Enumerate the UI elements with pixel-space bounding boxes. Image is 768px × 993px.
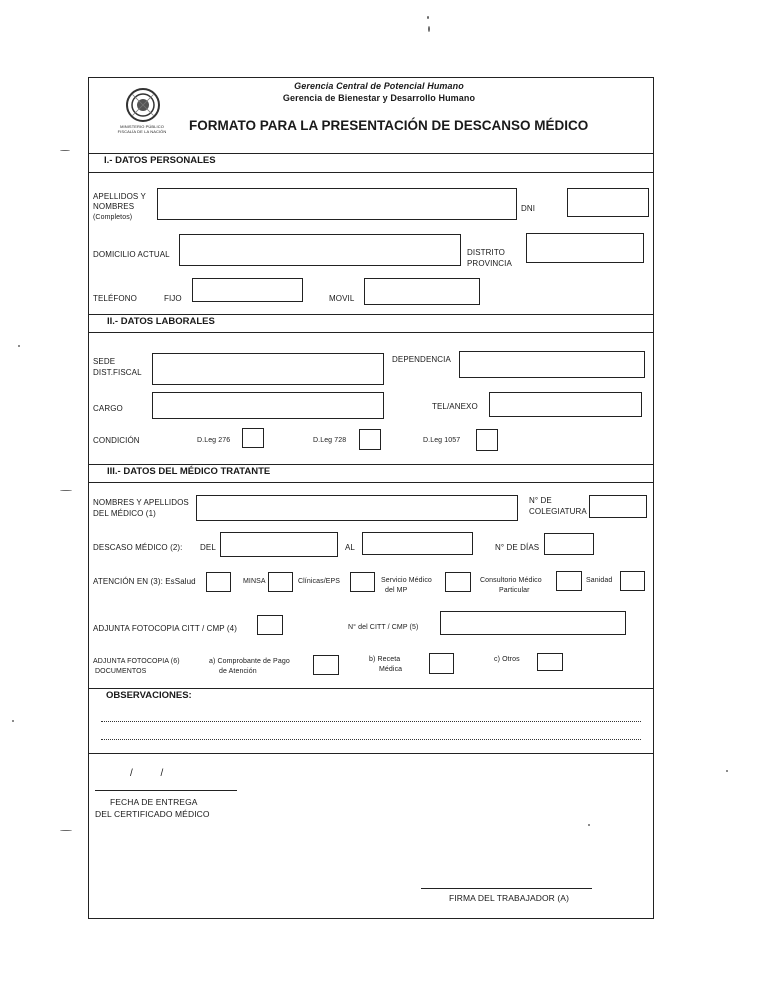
signature-line[interactable]	[421, 888, 592, 889]
scan-speck	[427, 16, 429, 19]
form-title: FORMATO PARA LA PRESENTACIÓN DE DESCANSO MÉDICO	[189, 118, 589, 133]
doc-b-label: b) Receta	[369, 656, 401, 663]
district-label: DISTRITO	[467, 248, 505, 257]
citt-copy-label: ADJUNTA FOTOCOPIA CITT / CMP (4)	[93, 624, 237, 633]
scan-speck	[60, 830, 72, 831]
scan-speck	[428, 26, 430, 32]
mp-service-label: Servicio Médico	[381, 577, 432, 584]
minsa-label: MINSA	[243, 578, 266, 585]
position-field[interactable]	[152, 392, 384, 419]
org-line-1: Gerencia Central de Potencial Humano	[294, 81, 464, 91]
doc-c-checkbox[interactable]	[537, 653, 563, 671]
dependency-field[interactable]	[459, 351, 645, 378]
sanidad-checkbox[interactable]	[620, 571, 645, 591]
days-field[interactable]	[544, 533, 594, 555]
rest-label: DESCASO MÉDICO (2):	[93, 543, 183, 552]
office-label: DIST.FISCAL	[93, 368, 142, 377]
logo-caption-line2: FISCALÍA DE LA NACIÓN	[117, 129, 167, 134]
scan-speck	[12, 720, 14, 722]
section-divider	[89, 172, 653, 173]
landline-field[interactable]	[192, 278, 303, 302]
leg728-label: D.Leg 728	[313, 437, 347, 444]
dni-field[interactable]	[567, 188, 649, 217]
delivery-date-line[interactable]	[95, 790, 237, 791]
section-divider	[89, 314, 653, 315]
doctor-name-field[interactable]	[196, 495, 518, 521]
section-divider	[89, 482, 653, 483]
mobile-label: MOVIL	[329, 294, 355, 303]
delivery-date-label: DEL CERTIFICADO MÉDICO	[95, 809, 210, 819]
docs-label: DOCUMENTOS	[95, 668, 147, 675]
district-label: PROVINCIA	[467, 259, 512, 268]
citt-number-field[interactable]	[440, 611, 626, 635]
leg1057-checkbox[interactable]	[476, 429, 498, 451]
private-office-checkbox[interactable]	[556, 571, 582, 591]
observations-line[interactable]	[101, 739, 641, 740]
section-personal-heading: I.- DATOS PERSONALES	[104, 155, 216, 166]
leg1057-label: D.Leg 1057	[423, 437, 461, 444]
section-work-heading: II.- DATOS LABORALES	[107, 316, 215, 327]
ext-field[interactable]	[489, 392, 642, 417]
doc-c-label: c) Otros	[494, 656, 520, 663]
names-label: NOMBRES	[93, 202, 135, 211]
doc-a-label: de Atención	[219, 668, 257, 675]
doctor-label: DEL MÉDICO (1)	[93, 509, 156, 518]
private-office-label: Particular	[499, 587, 530, 594]
scan-speck	[18, 345, 20, 347]
scan-speck	[60, 150, 70, 151]
to-label: AL	[345, 543, 355, 552]
from-label: DEL	[200, 543, 216, 552]
landline-label: FIJO	[164, 294, 182, 303]
district-field[interactable]	[526, 233, 644, 263]
dni-label: DNI	[521, 204, 536, 213]
office-label: SEDE	[93, 357, 116, 366]
doctor-label: NOMBRES Y APELLIDOS	[93, 498, 189, 507]
colegiatura-label: N° DE	[529, 496, 552, 505]
section-divider	[89, 153, 653, 154]
leg276-checkbox[interactable]	[242, 428, 264, 448]
dependency-label: DEPENDENCIA	[392, 355, 451, 364]
section-divider	[89, 753, 653, 754]
private-office-label: Consultorio Médico	[480, 577, 542, 584]
delivery-date-label: FECHA DE ENTREGA	[110, 797, 198, 807]
mp-service-label: del MP	[385, 587, 408, 594]
ext-label: TEL/ANEXO	[432, 402, 478, 411]
scan-speck	[726, 770, 728, 772]
leg276-label: D.Leg 276	[197, 437, 231, 444]
citt-number-label: N° del CITT / CMP (5)	[348, 624, 419, 631]
minsa-checkbox[interactable]	[268, 572, 293, 592]
date-separators: / /	[130, 768, 164, 779]
phone-label: TELÉFONO	[93, 294, 137, 303]
address-field[interactable]	[179, 234, 461, 266]
docs-label: ADJUNTA FOTOCOPIA (6)	[93, 658, 180, 665]
days-label: N° DE DÍAS	[495, 543, 540, 552]
mp-service-checkbox[interactable]	[445, 572, 471, 592]
condition-label: CONDICIÓN	[93, 436, 140, 445]
doc-b-checkbox[interactable]	[429, 653, 454, 674]
address-label: DOMICILIO ACTUAL	[93, 250, 170, 259]
section-divider	[89, 332, 653, 333]
clinics-checkbox[interactable]	[350, 572, 375, 592]
leg728-checkbox[interactable]	[359, 429, 381, 450]
doc-a-checkbox[interactable]	[313, 655, 339, 675]
names-label: APELLIDOS Y	[93, 192, 146, 201]
observations-line[interactable]	[101, 721, 641, 722]
colegiatura-label: COLEGIATURA	[529, 507, 587, 516]
signature-label: FIRMA DEL TRABAJADOR (A)	[449, 893, 570, 903]
section-divider	[89, 464, 653, 465]
rest-from-field[interactable]	[220, 532, 338, 557]
doc-b-label: Médica	[379, 666, 403, 673]
scan-speck	[60, 490, 72, 491]
mobile-field[interactable]	[364, 278, 480, 305]
observations-label: OBSERVACIONES:	[106, 690, 192, 701]
position-label: CARGO	[93, 404, 123, 413]
institution-seal	[123, 86, 163, 124]
doc-a-label: a) Comprobante de Pago	[209, 658, 290, 665]
full-name-field[interactable]	[157, 188, 517, 220]
medical-rest-form	[88, 77, 654, 919]
section-doctor-heading: III.- DATOS DEL MÉDICO TRATANTE	[107, 466, 271, 477]
rest-to-field[interactable]	[362, 532, 473, 555]
names-label: (Completos)	[93, 214, 133, 221]
clinics-label: Clínicas/EPS	[298, 578, 341, 585]
essalud-checkbox[interactable]	[206, 572, 231, 592]
citt-copy-checkbox[interactable]	[257, 615, 283, 635]
office-field[interactable]	[152, 353, 384, 385]
logo-caption-line1: MINISTERIO PÚBLICO	[120, 124, 164, 129]
section-divider	[89, 688, 653, 689]
org-line-2: Gerencia de Bienestar y Desarrollo Humano	[282, 93, 476, 103]
sanidad-label: Sanidad	[586, 577, 613, 584]
colegiatura-field[interactable]	[589, 495, 647, 518]
attention-label: ATENCIÓN EN (3): EsSalud	[93, 577, 196, 586]
